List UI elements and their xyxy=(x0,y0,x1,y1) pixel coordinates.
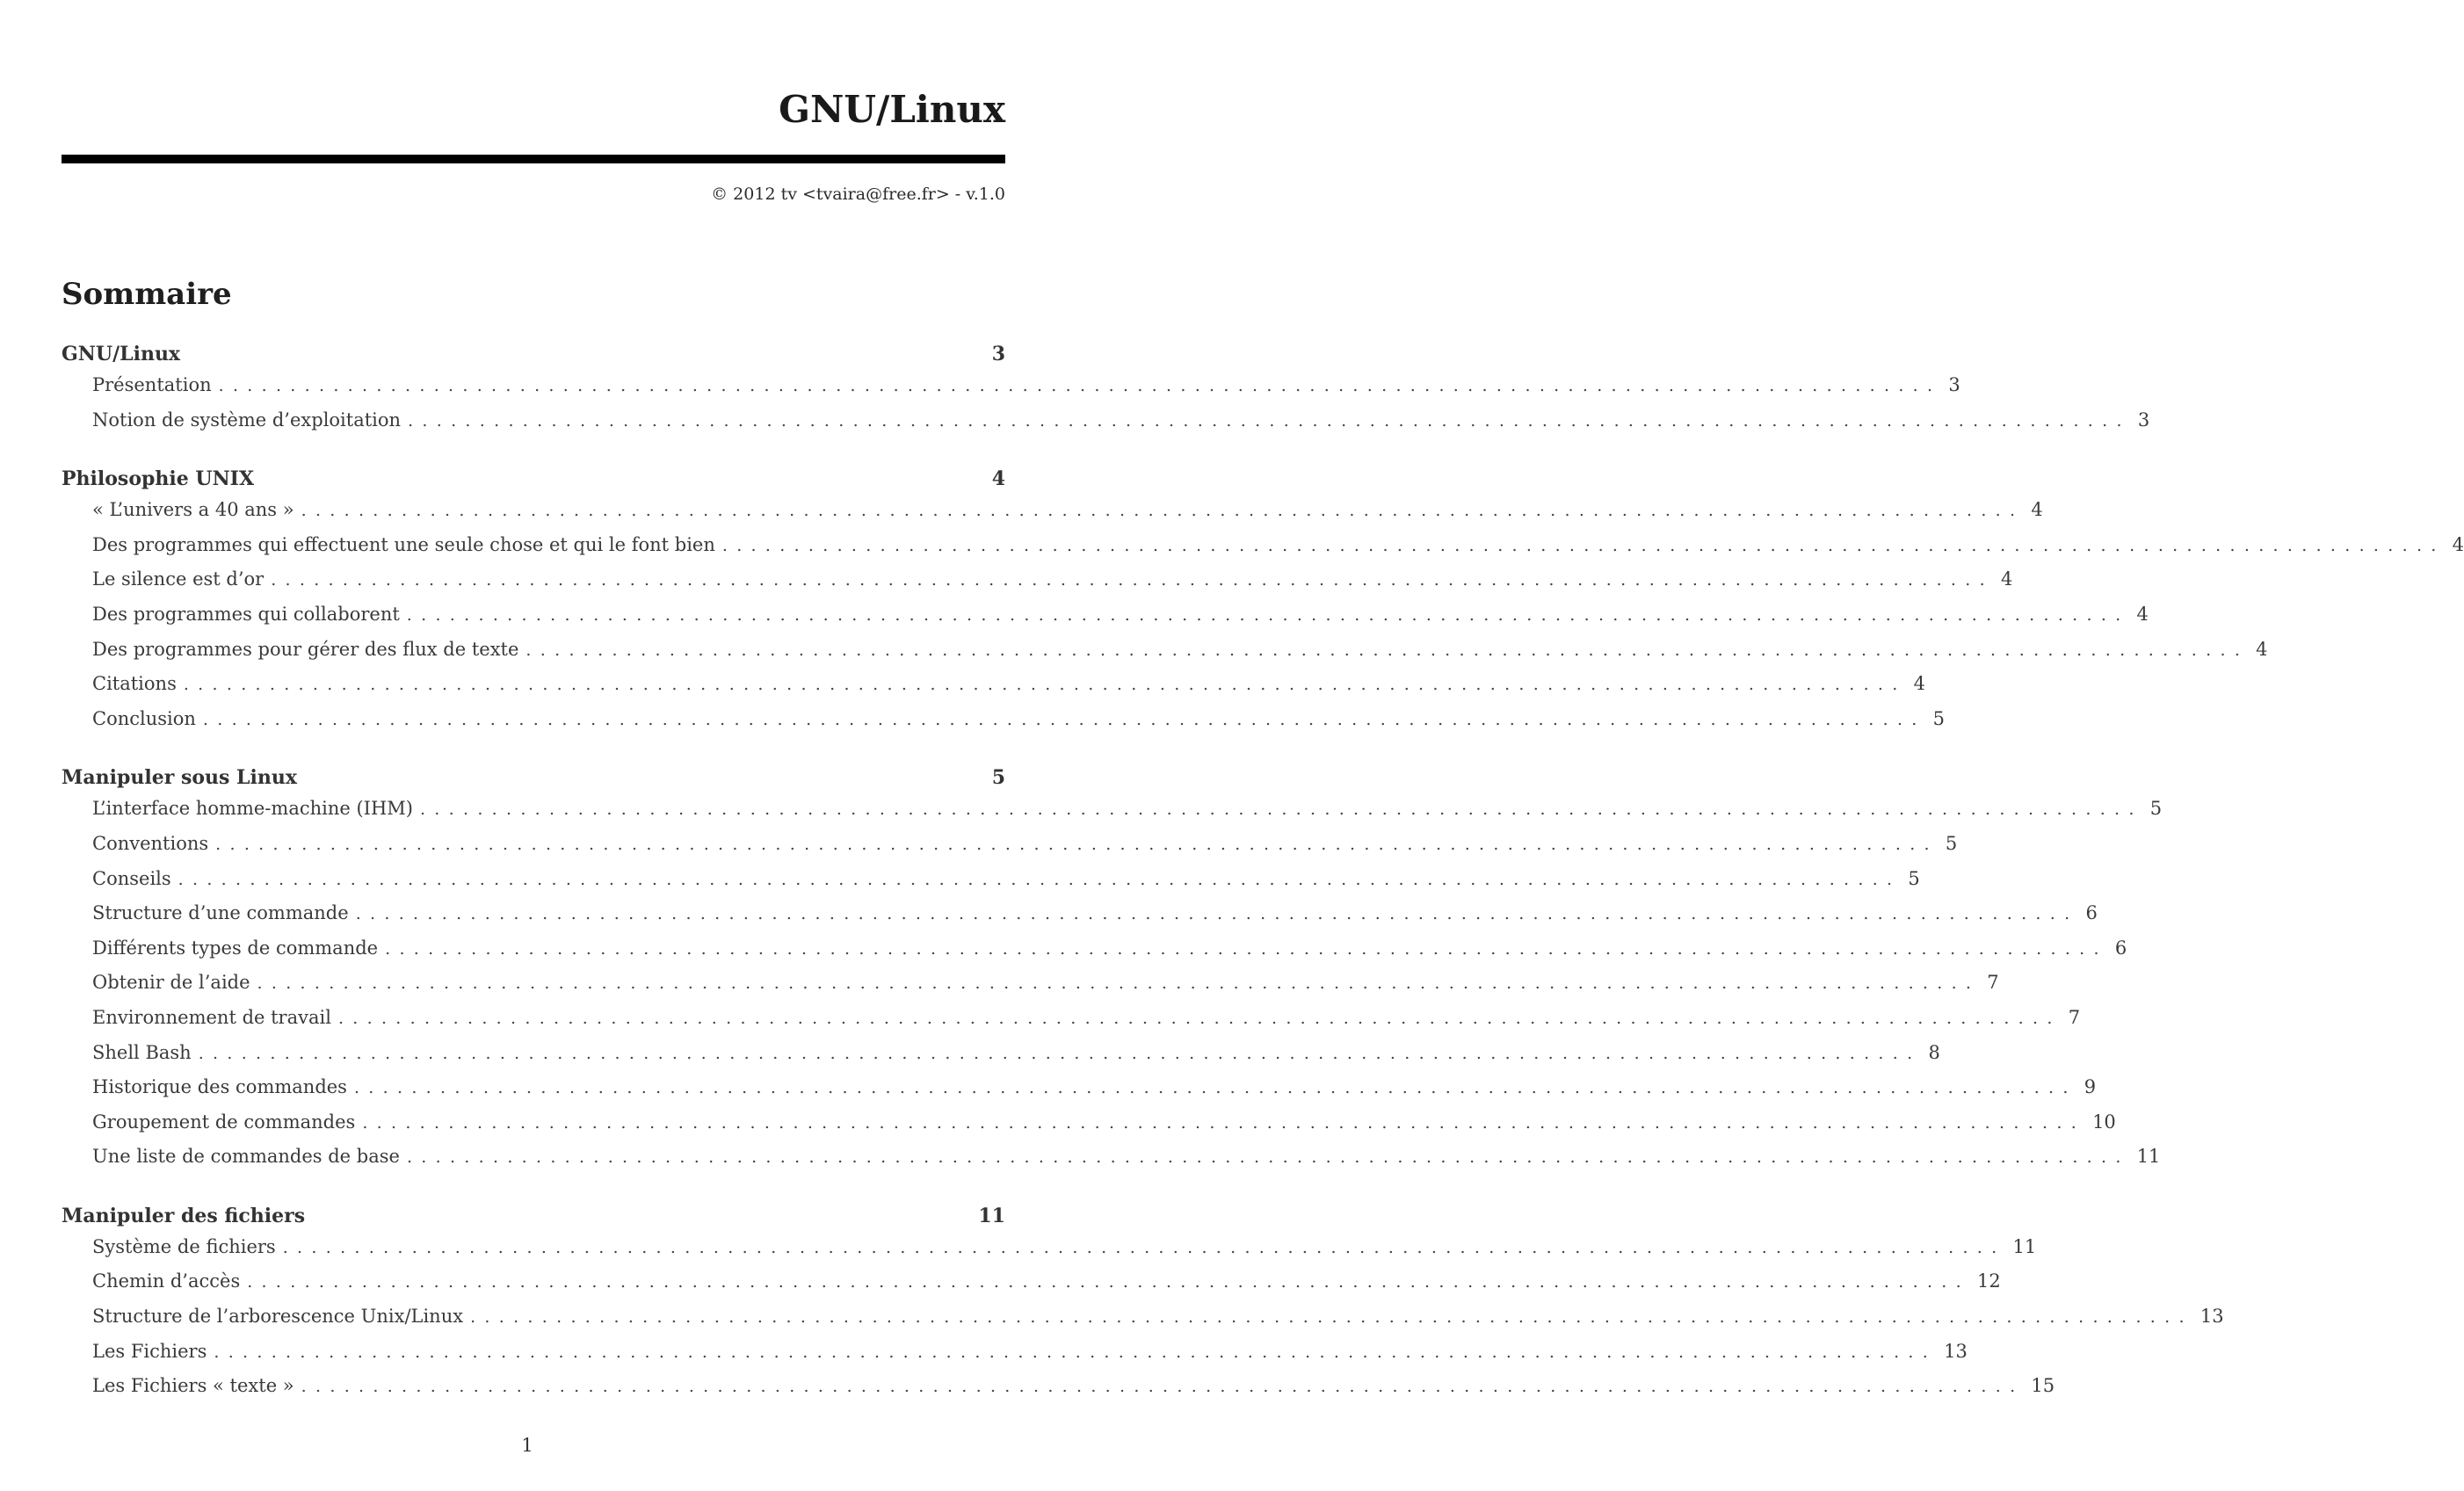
toc-entry-title: Historique des commandes xyxy=(92,1076,347,1098)
toc-entry[interactable] xyxy=(62,638,2268,674)
toc-entry-page: 3 xyxy=(1948,374,1960,395)
toc-entry[interactable] xyxy=(62,902,2098,937)
dot-leader: ........................................................................................................................ xyxy=(470,1307,2193,1328)
toc-entry[interactable] xyxy=(62,1076,2097,1111)
dot-leader: ........................................................................................................................ xyxy=(362,1112,2086,1133)
dot-leader: ........................................................................................................................ xyxy=(406,604,2130,625)
toc-entry-title: Des programmes pour gérer des flux de texte xyxy=(92,638,519,660)
copyright-line: © 2012 tv <tvaira@free.fr> - v.1.0 xyxy=(711,185,1005,204)
dot-leader: ........................................................................................................................ xyxy=(257,973,1981,994)
toc-entry[interactable] xyxy=(62,673,1925,708)
toc-entry[interactable] xyxy=(62,867,1920,903)
toc-entry-page: 6 xyxy=(2114,937,2127,959)
dot-leader: ........................................................................................................................ xyxy=(721,535,2446,555)
toc-entry-title: Les Fichiers xyxy=(92,1340,207,1362)
title-rule xyxy=(62,155,1005,163)
toc-entry-title: Structure d’une commande xyxy=(92,902,349,924)
toc-entry-title: Une liste de commandes de base xyxy=(92,1146,400,1168)
toc-entry[interactable] xyxy=(62,1041,1940,1077)
toc-entry[interactable] xyxy=(62,1111,2116,1147)
toc-entry-page: 4 xyxy=(2031,499,2043,521)
toc-section-manipuler-sous-linux[interactable] xyxy=(62,766,1005,798)
page-number: 1 xyxy=(521,1435,533,1456)
toc-section-page: 11 xyxy=(978,1204,1005,1227)
toc-entry-title: Notion de système d’exploitation xyxy=(92,409,402,431)
toc-entry-page: 13 xyxy=(1944,1340,1968,1362)
toc-entry[interactable] xyxy=(62,409,2150,445)
dot-leader: ........................................................................................................................ xyxy=(406,1147,2130,1168)
toc-entry-title: Le silence est d’or xyxy=(92,568,265,590)
dot-leader: ........................................................................................................................ xyxy=(247,1272,1970,1292)
toc-entry[interactable] xyxy=(62,832,1958,868)
toc-entry-title: Conclusion xyxy=(92,707,196,729)
toc-entry-page: 8 xyxy=(1928,1041,1940,1063)
toc-entry-page: 15 xyxy=(2031,1375,2055,1397)
toc-entry-title: « L’univers a 40 ans » xyxy=(92,499,294,521)
toc-entry[interactable] xyxy=(62,603,2149,639)
toc-entry-title: L’interface homme-machine (IHM) xyxy=(92,798,413,820)
toc-entry-page: 4 xyxy=(2000,568,2013,590)
section-gap xyxy=(62,444,1005,467)
toc-entry-page: 10 xyxy=(2092,1111,2116,1133)
dot-leader: ........................................................................................................................ xyxy=(301,1377,2025,1397)
toc-entry-page: 4 xyxy=(2136,603,2149,625)
toc-entry-title: Citations xyxy=(92,673,177,695)
toc-section-title: Manipuler des fichiers xyxy=(62,1204,306,1227)
dot-leader: ........................................................................................................................ xyxy=(353,1078,2077,1098)
dot-leader: ........................................................................................................................ xyxy=(419,800,2143,820)
toc-section-title: Manipuler sous Linux xyxy=(62,766,297,790)
dot-leader: ........................................................................................................................ xyxy=(202,709,1926,729)
toc-entry-title: Différents types de commande xyxy=(92,937,379,959)
dot-leader: ........................................................................................................................ xyxy=(178,869,1902,889)
dot-leader: ........................................................................................................................ xyxy=(183,675,1907,695)
toc-entry[interactable] xyxy=(62,374,1960,409)
toc-entry-page: 11 xyxy=(2136,1146,2161,1168)
section-gap xyxy=(62,742,1005,766)
dot-leader: ........................................................................................................................ xyxy=(355,904,2079,924)
toc-entry-title: Conventions xyxy=(92,832,209,854)
dot-leader: ........................................................................................................................ xyxy=(215,834,1939,854)
toc-entry-page: 11 xyxy=(2012,1235,2037,1257)
toc-entry[interactable] xyxy=(62,499,2043,534)
toc-entry-title: Obtenir de l’aide xyxy=(92,972,250,994)
dot-leader: ........................................................................................................................ xyxy=(214,1342,1938,1362)
toc-entry-title: Chemin d’accès xyxy=(92,1270,241,1292)
dot-leader: ........................................................................................................................ xyxy=(198,1043,1922,1063)
toc-entry[interactable] xyxy=(62,1340,1968,1376)
dot-leader: ........................................................................................................................ xyxy=(385,938,2108,959)
toc-entry-page: 9 xyxy=(2084,1076,2097,1098)
toc-entry-page: 6 xyxy=(2085,902,2098,924)
toc-entry[interactable] xyxy=(62,798,2163,833)
dot-leader: ........................................................................................................................ xyxy=(337,1008,2062,1028)
toc-entry-page: 7 xyxy=(2068,1006,2081,1028)
toc-section-page: 3 xyxy=(991,343,1005,366)
toc-entry-title: Groupement de commandes xyxy=(92,1111,356,1133)
toc-section-philosophie-unix[interactable] xyxy=(62,467,1005,499)
toc-entry[interactable] xyxy=(62,707,1946,743)
toc-section-manipuler-des-fichiers[interactable] xyxy=(62,1205,1005,1236)
toc-entry-title: Conseils xyxy=(92,867,171,889)
toc-entry[interactable] xyxy=(62,1306,2224,1341)
toc-entry-page: 13 xyxy=(2199,1306,2224,1328)
toc-section-page: 5 xyxy=(991,766,1005,790)
toc-entry-title: Environnement de travail xyxy=(92,1006,331,1028)
dot-leader: ........................................................................................................................ xyxy=(282,1237,2006,1257)
toc-entry-page: 7 xyxy=(1987,972,1999,994)
toc-entry[interactable] xyxy=(62,533,2464,569)
toc-entry-title: Les Fichiers « texte » xyxy=(92,1375,294,1397)
toc-entry[interactable] xyxy=(62,568,2013,604)
dot-leader: ........................................................................................................................ xyxy=(408,410,2131,431)
toc-entry-page: 12 xyxy=(1976,1270,2001,1292)
toc-entry-page: 3 xyxy=(2137,409,2150,431)
toc-section-gnu-linux[interactable] xyxy=(62,343,1005,374)
toc-entry-page: 4 xyxy=(2452,533,2464,555)
toc-entry[interactable] xyxy=(62,937,2127,973)
dot-leader: ........................................................................................................................ xyxy=(525,640,2250,660)
toc-heading: Sommaire xyxy=(62,277,232,312)
toc-entry-page: 5 xyxy=(1945,832,1958,854)
toc-entry[interactable] xyxy=(62,1235,2037,1271)
dot-leader: ........................................................................................................................ xyxy=(218,376,1942,395)
toc-entry-title: Présentation xyxy=(92,374,212,395)
toc-entry-page: 5 xyxy=(2149,798,2163,820)
dot-leader: ........................................................................................................................ xyxy=(271,570,1994,590)
document-title: GNU/Linux xyxy=(779,88,1005,131)
toc-entry[interactable] xyxy=(62,1006,2081,1042)
toc-entry[interactable] xyxy=(62,1270,2001,1306)
toc-entry-title: Système de fichiers xyxy=(92,1235,276,1257)
toc-entry-page: 4 xyxy=(1913,673,1925,695)
toc-section-page: 4 xyxy=(991,467,1005,491)
table-of-contents xyxy=(62,343,2464,1410)
toc-entry[interactable] xyxy=(62,1146,2161,1181)
toc-entry-page: 5 xyxy=(1908,867,1920,889)
toc-entry-title: Des programmes qui effectuent une seule chose et qui le font bien xyxy=(92,533,715,555)
toc-section-title: GNU/Linux xyxy=(62,343,181,366)
toc-entry-title: Structure de l’arborescence Unix/Linux xyxy=(92,1306,464,1328)
toc-section-title: Philosophie UNIX xyxy=(62,467,255,491)
toc-entry-title: Shell Bash xyxy=(92,1041,192,1063)
toc-entry[interactable] xyxy=(62,972,1999,1007)
dot-leader: ........................................................................................................................ xyxy=(301,501,2025,521)
toc-entry-page: 4 xyxy=(2256,638,2268,660)
toc-entry-title: Des programmes qui collaborent xyxy=(92,603,400,625)
toc-entry[interactable] xyxy=(62,1375,2055,1410)
toc-entry-page: 5 xyxy=(1932,707,1946,729)
section-gap xyxy=(62,1181,1005,1205)
